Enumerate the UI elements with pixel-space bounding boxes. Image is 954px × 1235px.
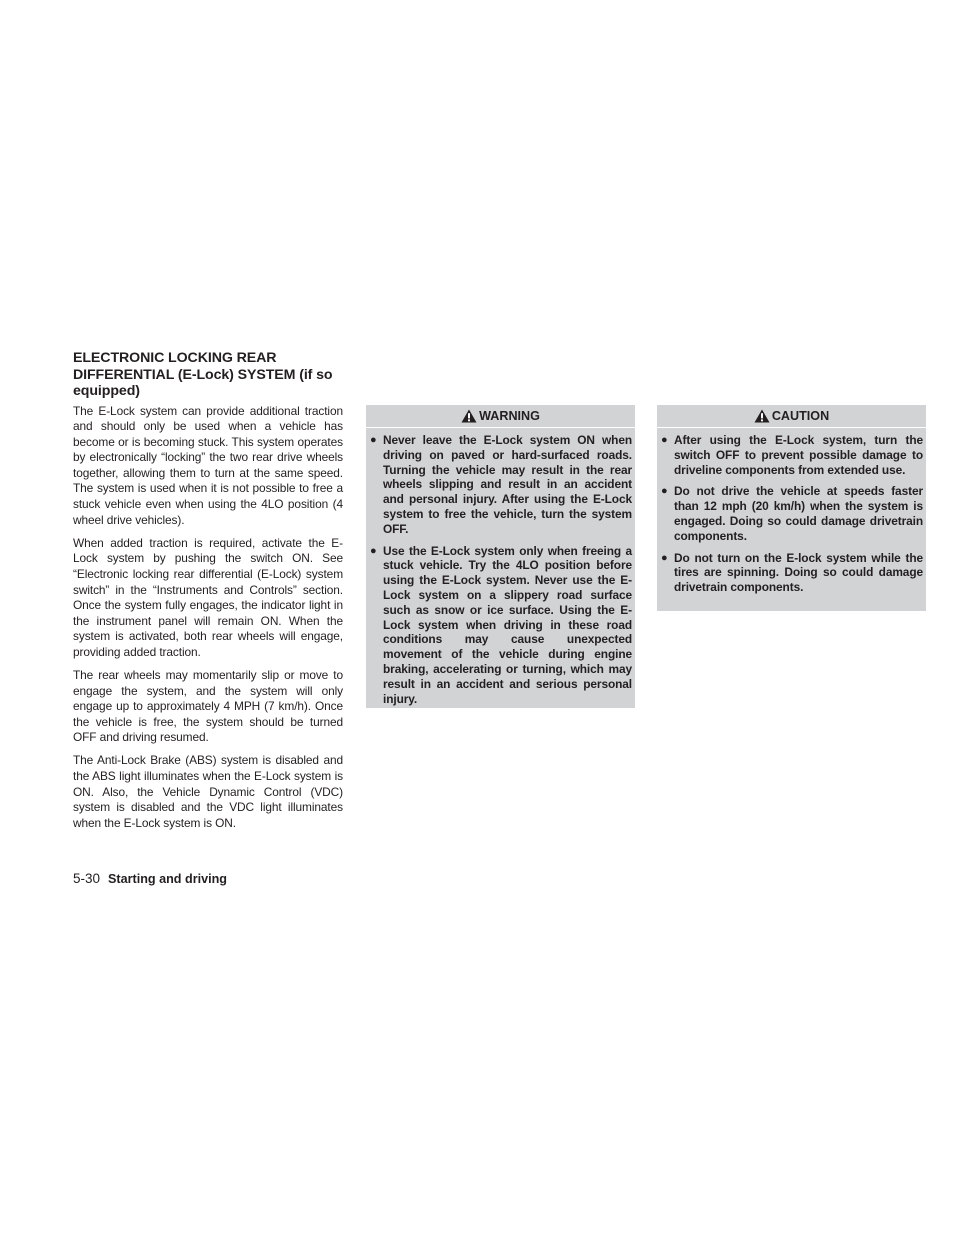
caution-title: CAUTION [771,409,830,423]
warning-title: WARNING [479,409,540,423]
caution-header [657,405,926,428]
warning-box [366,405,635,708]
caution-item-text: Do not turn on the E-lock system while the tires are spinning. Doing so could damage drivetrain components. [674,550,923,595]
bullet-icon: ● [370,544,377,557]
bullet-icon: ● [661,551,668,564]
warning-item [369,544,632,707]
bullet-icon: ● [661,485,668,498]
chapter-title: Starting and driving [108,872,227,886]
warning-item-text: Use the E-Lock system only when freeing a stuck vehicle. Try the 4LO position before using the E-Lock system. Never use the E-Lock system on a slippery road surface such as snow or ice surface. Using the E-Lock system when driving in these road conditions may cause unexpected movement of the vehicle during engine braking, accelerating or turning, which may result in an accident and serious personal injury. [383,543,632,706]
warning-item-text: Never leave the E-Lock system ON when driving on paved or hard-surfaced roads. Turning the vehicle may result in the rear wheels slipping and result in an accident and personal injury. After using the E-Lock system to free the vehicle, turn the system OFF. [383,433,632,536]
warning-triangle-icon [461,409,477,423]
page-number: 5-30 [73,871,101,886]
body-paragraph: When added traction is required, activate the E-Lock system by pushing the switch ON. See “Electronic locking rear differential (E-Lock) system switch” in the “Instruments and Controls” section. Once the system fully engages, the indicator light in the instrument panel will remain ON. When the system is activated, both rear wheels will engage, providing added traction. [73,535,343,659]
body-paragraph: The E-Lock system can provide additional traction and should only be used when a vehicle has become or is becoming stuck. This system operates by electronically “locking” the two rear drive wheels together, allowing them to turn at the same speed. The system is used when it is not possible to free a stuck vehicle even when using the 4LO position (4 wheel drive vehicles). [73,403,343,527]
warning-list [369,433,632,706]
warning-item [369,433,632,537]
bullet-icon: ● [661,434,668,446]
section-heading: ELECTRONIC LOCKING REAR DIFFERENTIAL (E-Lock) SYSTEM (if so equipped) [73,350,333,399]
caution-list [660,433,923,595]
caution-item [660,433,923,477]
body-paragraph: The Anti-Lock Brake (ABS) system is disabled and the ABS light illuminates when the E-Lock system is ON. Also, the Vehicle Dynamic Control (VDC) system is disabled and the VDC light illuminates when the E-Lock system is ON. [73,753,343,830]
page-footer [73,871,227,886]
caution-item [660,484,923,543]
main-text-column [73,350,343,839]
warning-triangle-icon [754,409,770,423]
body-paragraph: The rear wheels may momentarily slip or move to engage the system, and the system will only engage up to approximately 4 MPH (7 km/h). Once the vehicle is free, the system should be turned OFF and driving resumed. [73,668,343,745]
caution-item-text: After using the E-Lock system, turn the switch OFF to prevent possible damage to driveline components from extended use. [674,433,923,477]
warning-header [366,405,635,428]
caution-item-text: Do not drive the vehicle at speeds faster than 12 mph (20 km/h) when the system is engaged. Doing so could damage drivetrain components. [674,484,923,543]
caution-box [657,405,926,611]
bullet-icon: ● [370,434,377,446]
caution-item [660,551,923,595]
